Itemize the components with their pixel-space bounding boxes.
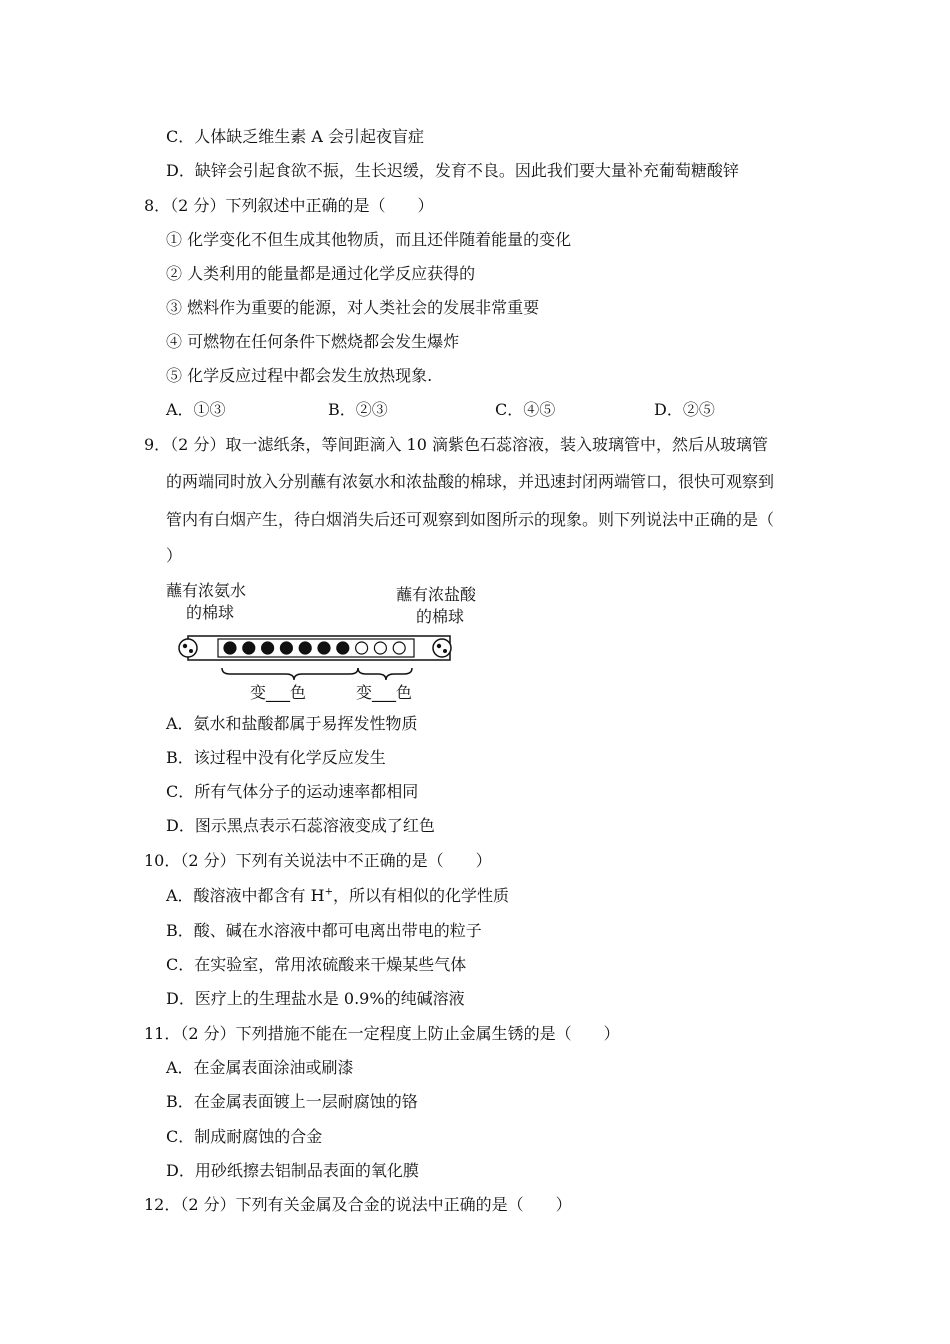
right-label-line-1: 蘸有浓盐酸 bbox=[396, 585, 477, 604]
q7-option-d: D．缺锌会引起食欲不振，生长迟缓，发育不良。因此我们要大量补充葡萄糖酸锌 bbox=[166, 161, 739, 180]
q10-option-a bbox=[166, 886, 509, 906]
q10-option-a-text: A．酸溶液中都含有 H bbox=[166, 886, 325, 905]
q11-option-d: D．用砂纸擦去铝制品表面的氧化膜 bbox=[166, 1161, 419, 1180]
litmus-dot-filled bbox=[262, 642, 274, 654]
left-cotton-mark bbox=[183, 644, 187, 648]
q11-option-c: C．制成耐腐蚀的合金 bbox=[166, 1127, 323, 1146]
q9-option-d: D．图示黑点表示石蕊溶液变成了红色 bbox=[166, 816, 435, 835]
litmus-dot-filled bbox=[299, 642, 311, 654]
bottom-right-label: 变___色 bbox=[356, 683, 413, 702]
right-cotton-mark bbox=[443, 649, 447, 653]
q7-option-c: C．人体缺乏维生素 A 会引起夜盲症 bbox=[166, 127, 424, 146]
q9-stem-line-2: 的两端同时放入分别蘸有浓氨水和浓盐酸的棉球，并迅速封闭两端管口，很快可观察到 bbox=[166, 472, 775, 491]
left-label-line-2: 的棉球 bbox=[186, 603, 235, 622]
q10-option-c: C．在实验室，常用浓硫酸来干燥某些气体 bbox=[166, 955, 467, 974]
q9-option-b: B．该过程中没有化学反应发生 bbox=[166, 748, 386, 767]
litmus-dots bbox=[224, 642, 405, 654]
left-brace bbox=[222, 668, 358, 680]
q10-option-a-superscript: + bbox=[324, 886, 333, 898]
q10-stem: 10．（2 分）下列有关说法中不正确的是（ ） bbox=[144, 851, 492, 870]
left-label-line-1: 蘸有浓氨水 bbox=[166, 581, 247, 600]
q9-stem-line-1: 9．（2 分）取一滤纸条，等间距滴入 10 滴紫色石蕊溶液，装入玻璃管中，然后从玻璃管 bbox=[144, 435, 768, 454]
q9-stem-line-3: 管内有白烟产生，待白烟消失后还可观察到如图所示的现象。则下列说法中正确的是（ bbox=[166, 510, 775, 529]
litmus-dot-filled bbox=[318, 642, 330, 654]
q8-option-c: C．④⑤ bbox=[495, 400, 556, 419]
litmus-dot-filled bbox=[280, 642, 292, 654]
q9-option-a: A．氨水和盐酸都属于易挥发性物质 bbox=[166, 714, 418, 733]
q10-option-a-text-rest: ，所以有相似的化学性质 bbox=[333, 886, 510, 905]
q8-option-b: B．②③ bbox=[328, 400, 388, 419]
litmus-dot-open bbox=[374, 642, 386, 654]
q8-option-a: A．①③ bbox=[166, 400, 226, 419]
q8-item-4: ④ 可燃物在任何条件下燃烧都会发生爆炸 bbox=[166, 332, 460, 351]
right-cotton-mark bbox=[437, 644, 441, 648]
q8-option-d: D．②⑤ bbox=[654, 400, 715, 419]
right-cotton-ball bbox=[433, 639, 451, 657]
litmus-dot-filled bbox=[224, 642, 236, 654]
q8-item-2: ② 人类利用的能量都是通过化学反应获得的 bbox=[166, 264, 476, 283]
q12-stem: 12．（2 分）下列有关金属及合金的说法中正确的是（ ） bbox=[144, 1195, 572, 1214]
q8-item-1: ① 化学变化不但生成其他物质，而且还伴随着能量的变化 bbox=[166, 230, 572, 249]
q8-item-5: ⑤ 化学反应过程中都会发生放热现象. bbox=[166, 366, 433, 385]
litmus-dot-open bbox=[356, 642, 368, 654]
litmus-dot-filled bbox=[243, 642, 255, 654]
left-cotton-ball bbox=[179, 639, 197, 657]
q9-stem-line-4: ） bbox=[166, 546, 183, 565]
glass-tube-figure bbox=[160, 576, 500, 706]
q10-option-d: D．医疗上的生理盐水是 0.9%的纯碱溶液 bbox=[166, 989, 465, 1008]
q8-stem: 8．（2 分）下列叙述中正确的是（ ） bbox=[144, 196, 434, 215]
left-cotton-mark bbox=[189, 649, 193, 653]
q10-option-b: B．酸、碱在水溶液中都可电离出带电的粒子 bbox=[166, 921, 482, 940]
q9-option-c: C．所有气体分子的运动速率都相同 bbox=[166, 782, 419, 801]
q8-item-3: ③ 燃料作为重要的能源，对人类社会的发展非常重要 bbox=[166, 298, 540, 317]
litmus-dot-open bbox=[393, 642, 405, 654]
right-label-line-2: 的棉球 bbox=[416, 607, 465, 626]
q11-option-b: B．在金属表面镀上一层耐腐蚀的铬 bbox=[166, 1092, 418, 1111]
q11-stem: 11．（2 分）下列措施不能在一定程度上防止金属生锈的是（ ） bbox=[144, 1024, 620, 1043]
bottom-left-label: 变___色 bbox=[250, 683, 307, 702]
right-brace bbox=[358, 668, 412, 680]
q11-option-a: A．在金属表面涂油或刷漆 bbox=[166, 1058, 354, 1077]
litmus-dot-filled bbox=[337, 642, 349, 654]
